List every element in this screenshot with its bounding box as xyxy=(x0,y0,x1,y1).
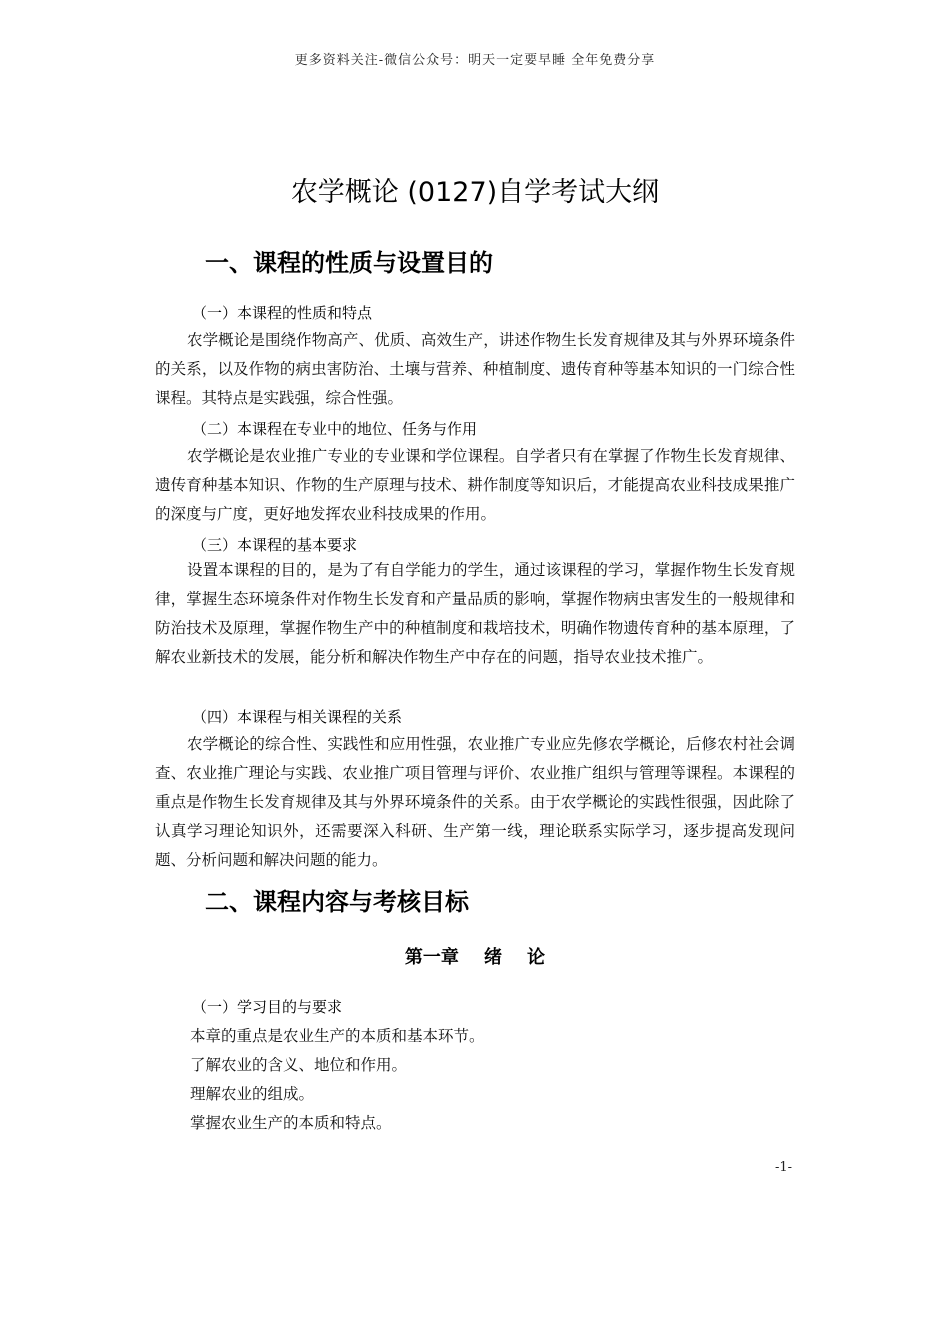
requirement-line: 了解农业的含义、地位和作用。 xyxy=(190,1056,408,1074)
section1-sub1-heading: （一）本课程的性质和特点 xyxy=(192,304,373,322)
section2-heading: 二、课程内容与考核目标 xyxy=(205,888,469,916)
section1-sub2-paragraph: 农学概论是农业推广专业的专业课和学位课程。自学者只有在掌握了作物生长发育规律、遗传育种基本知识、作物的生产原理与技术、耕作制度等知识后，才能提高农业科技成果推广的深度与广度，更好地发挥农业科技成果的作用。 xyxy=(155,447,795,523)
section1-sub4-paragraph: 农学概论的综合性、实践性和应用性强，农业推广专业应先修农学概论，后修农村社会调查、农业推广理论与实践、农业推广项目管理与评价、农业推广组织与管理等课程。本课程的重点是作物生长发育规律及其与外界环境条件的关系。由于农学概论的实践性很强，因此除了认真学习理论知识外，还需要深入科研、生产第一线，理论联系实际学习，逐步提高发现问题、分析问题和解决问题的能力。 xyxy=(155,735,795,869)
requirement-line: 本章的重点是农业生产的本质和基本环节。 xyxy=(190,1027,485,1045)
section1-heading: 一、课程的性质与设置目的 xyxy=(205,249,493,277)
section1-sub3-heading: （三）本课程的基本要求 xyxy=(192,536,358,554)
section1-sub2-heading: （二）本课程在专业中的地位、任务与作用 xyxy=(192,420,478,438)
section1-sub4-heading: （四）本课程与相关课程的关系 xyxy=(192,708,403,726)
chapter-title: 第一章 绪 论 xyxy=(404,947,546,968)
section2-sub1-heading: （一）学习目的与要求 xyxy=(192,998,343,1016)
page-number: -1- xyxy=(775,1160,793,1175)
section1-sub3-paragraph: 设置本课程的目的，是为了有自学能力的学生，通过该课程的学习，掌握作物生长发育规律，掌握生态环境条件对作物生长发育和产量品质的影响，掌握作物病虫害发生的一般规律和防治技术及原理，掌握作物生产中的种植制度和栽培技术，明确作物遗传育种的基本原理，了解农业新技术的发展，能分析和解决作物生产中存在的问题，指导农业技术推广。 xyxy=(155,561,795,666)
document-title: 农学概论 (0127)自学考试大纲 xyxy=(290,177,660,208)
section1-sub1-paragraph: 农学概论是围绕作物高产、优质、高效生产，讲述作物生长发育规律及其与外界环境条件的关系，以及作物的病虫害防治、土壤与营养、种植制度、遗传育种等基本知识的一门综合性课程。其特点是实践强，综合性强。 xyxy=(155,331,795,407)
requirement-line: 理解农业的组成。 xyxy=(190,1085,315,1103)
requirement-line: 掌握农业生产的本质和特点。 xyxy=(190,1114,392,1132)
header-note: 更多资料关注-微信公众号：明天一定要早睡 全年免费分享 xyxy=(294,53,656,68)
